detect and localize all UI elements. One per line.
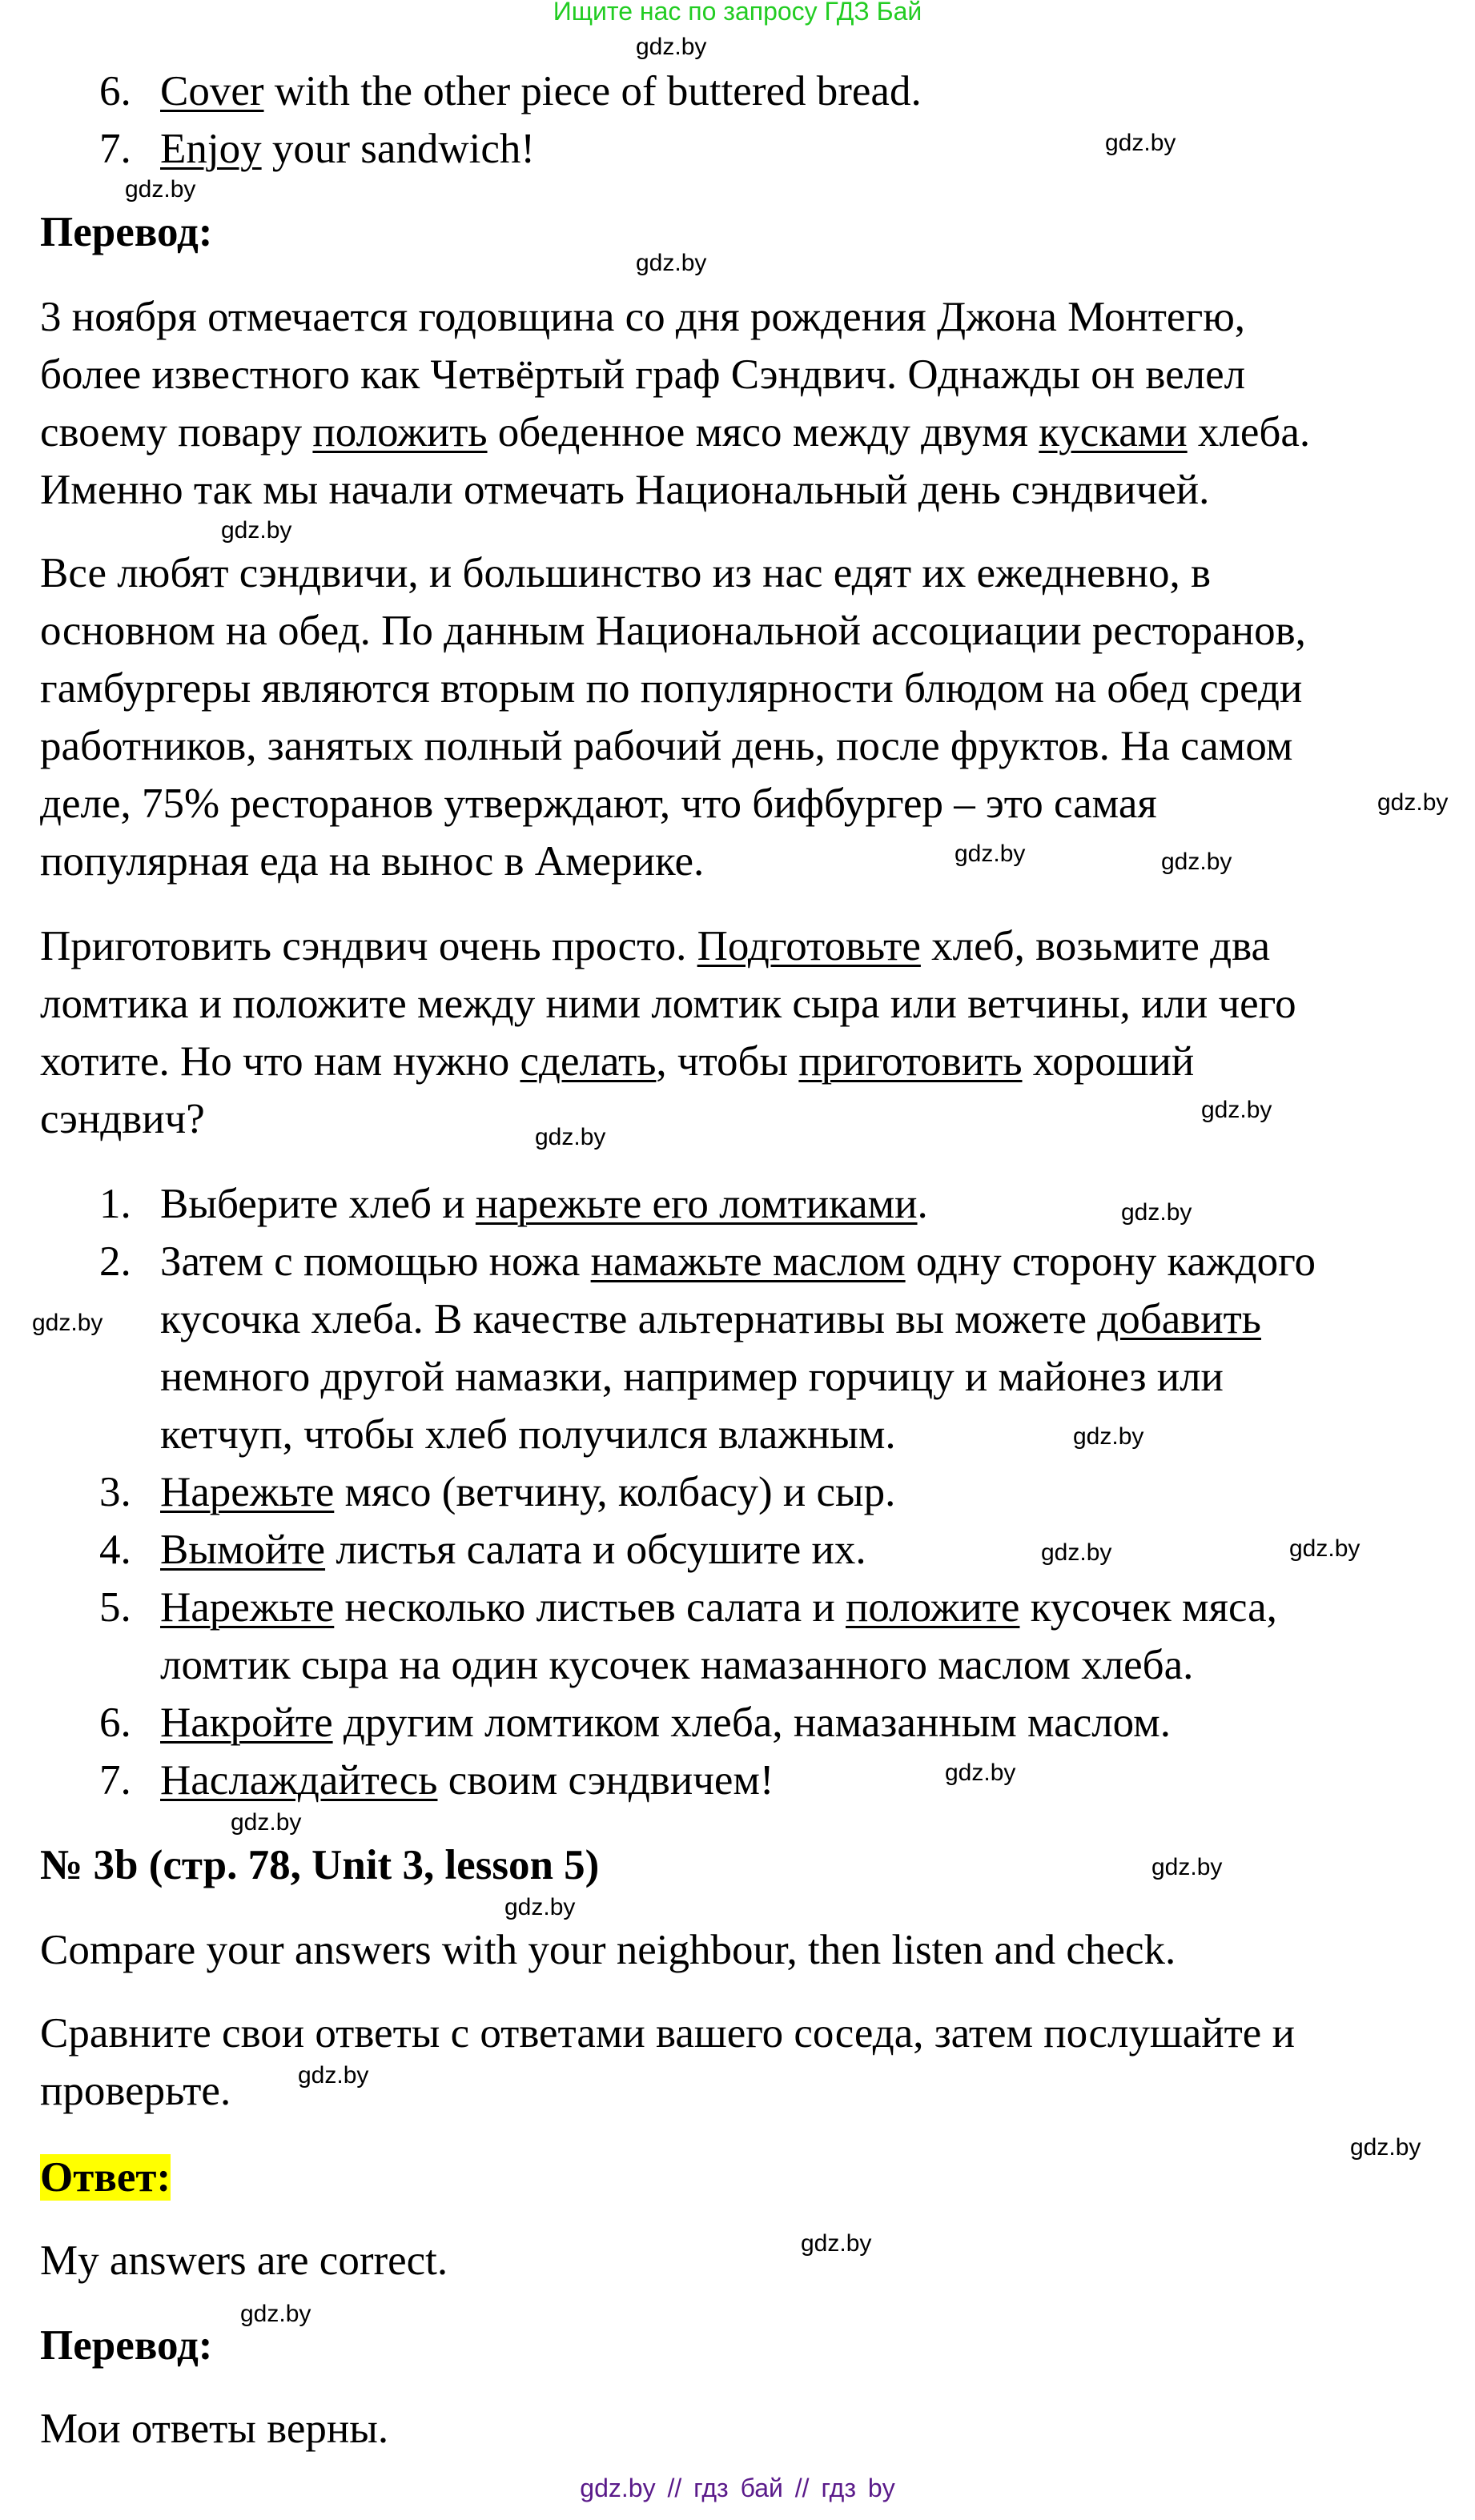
- text-segment: работников, занятых полный рабочий день, после фруктов. На самом: [40, 723, 1293, 769]
- underlined-word: Нарежьте: [160, 1584, 335, 1631]
- text-segment: листья салата и обсушите их.: [325, 1527, 866, 1573]
- text-segment: основном на обед. По данным Национальной ассоциации ресторанов,: [40, 608, 1306, 654]
- watermark: gdz.by: [1073, 1423, 1144, 1450]
- underlined-word: положите: [845, 1584, 1020, 1631]
- text-segment: .: [917, 1181, 928, 1227]
- text-line: [160, 1521, 1316, 1579]
- text-segment: ломтика и положите между ними ломтик сыра или ветчины, или чего: [40, 981, 1296, 1027]
- underlined-word: Enjoy: [160, 126, 262, 172]
- watermark: gdz.by: [221, 517, 292, 544]
- list-number: 3.: [99, 1469, 131, 1515]
- underlined-word: сделать: [520, 1038, 657, 1085]
- list-item: [40, 62, 922, 120]
- text-line: [40, 288, 1310, 346]
- text-line: [40, 833, 1306, 890]
- text-line: [40, 917, 1296, 975]
- list-number: 7.: [99, 1757, 131, 1804]
- list-item: [40, 1579, 1316, 1694]
- watermark: gdz.by: [231, 1809, 302, 1836]
- answer-highlight: Ответ:: [40, 2154, 171, 2201]
- watermark: gdz.by: [1121, 1199, 1192, 1226]
- search-banner[interactable]: Ищите нас по запросу ГДЗ Бай: [553, 0, 922, 26]
- text-line: [40, 660, 1306, 717]
- text-line: [160, 1636, 1316, 1694]
- list-number: 4.: [99, 1527, 131, 1573]
- text-segment: кусочка хлеба. В качестве альтернативы вы можете: [160, 1296, 1098, 1342]
- watermark: gdz.by: [945, 1760, 1016, 1786]
- text-line: [160, 1579, 1316, 1636]
- text-segment: ломтик сыра на один кусочек намазанного маслом хлеба.: [160, 1642, 1194, 1688]
- text-segment: немного другой намазки, например горчицу и майонез или: [160, 1354, 1224, 1400]
- answer-heading: [40, 2149, 171, 2206]
- watermark: gdz.by: [1041, 1539, 1112, 1566]
- text-line: [40, 602, 1306, 660]
- text-segment: своим сэндвичем!: [437, 1757, 774, 1804]
- text-segment: хлеб, возьмите два: [920, 923, 1270, 969]
- text-segment: популярная еда на вынос в Америке.: [40, 838, 705, 885]
- watermark: gdz.by: [240, 2301, 311, 2327]
- list-item: [40, 120, 922, 178]
- text-segment: обеденное мясо между двумя: [487, 409, 1039, 455]
- list-item: [40, 1694, 1316, 1752]
- text-segment: Затем с помощью ножа: [160, 1238, 591, 1285]
- list-item: [40, 1463, 1316, 1521]
- underlined-word: приготовить: [798, 1038, 1023, 1085]
- text-line: [40, 1090, 1296, 1148]
- steps-list: [40, 1175, 1316, 1809]
- watermark: gdz.by: [1161, 849, 1232, 875]
- text-segment: несколько листьев салата и: [334, 1584, 846, 1631]
- text-segment: 3 ноября отмечается годовщина со дня рождения Джона Монтегю,: [40, 294, 1246, 340]
- text-line: [40, 2004, 1295, 2062]
- text-line: [160, 62, 922, 120]
- text-line: [40, 1033, 1296, 1090]
- text-line: [160, 1233, 1316, 1290]
- underlined-word: положить: [312, 409, 488, 455]
- watermark: gdz.by: [504, 1894, 576, 1920]
- text-segment: проверьте.: [40, 2068, 231, 2114]
- footer-links[interactable]: gdz.by // гдз бай // гдз by: [580, 2474, 895, 2502]
- text-segment: хлеба.: [1187, 409, 1311, 455]
- translation-heading: Перевод:: [40, 209, 213, 255]
- watermark: gdz.by: [32, 1310, 103, 1336]
- text-segment: хотите. Но что нам нужно: [40, 1038, 520, 1085]
- text-segment: Приготовить сэндвич очень просто.: [40, 923, 697, 969]
- watermark: gdz.by: [298, 2062, 369, 2089]
- list-number: 7.: [99, 126, 131, 172]
- list-number: 6.: [99, 68, 131, 114]
- text-line: [160, 120, 922, 178]
- answer-text: My answers are correct.: [40, 2237, 448, 2284]
- text-line: [40, 461, 1310, 519]
- text-segment: Выберите хлеб и: [160, 1181, 476, 1227]
- watermark: gdz.by: [535, 1124, 606, 1150]
- paragraph-3: [40, 917, 1296, 1148]
- exercise-heading: № 3b (стр. 78, Unit 3, lesson 5): [40, 1842, 600, 1888]
- text-line: [160, 1348, 1316, 1406]
- watermark: gdz.by: [1151, 1854, 1223, 1880]
- list-number: 5.: [99, 1584, 131, 1631]
- watermark: gdz.by: [636, 34, 707, 60]
- text-line: [160, 1752, 1316, 1809]
- watermark: gdz.by: [801, 2230, 872, 2257]
- text-segment: your sandwich!: [261, 126, 536, 172]
- text-line: [40, 717, 1306, 775]
- text-segment: мясо (ветчину, колбасу) и сыр.: [334, 1469, 896, 1515]
- text-segment: более известного как Четвёртый граф Сэндвич. Однажды он велел: [40, 351, 1246, 398]
- text-line: [40, 346, 1310, 403]
- text-line: [160, 1463, 1316, 1521]
- watermark: gdz.by: [636, 250, 707, 276]
- watermark: gdz.by: [1105, 130, 1176, 156]
- text-segment: своему повару: [40, 409, 313, 455]
- watermark: gdz.by: [1377, 789, 1449, 816]
- list-number: 1.: [99, 1181, 131, 1227]
- list-item: [40, 1752, 1316, 1809]
- list-item: [40, 1521, 1316, 1579]
- underlined-word: Наслаждайтесь: [160, 1757, 438, 1804]
- top-list: [40, 62, 922, 178]
- list-number: 2.: [99, 1238, 131, 1285]
- text-segment: with the other piece of buttered bread.: [263, 68, 922, 114]
- text-line: [40, 403, 1310, 461]
- underlined-word: нарежьте его ломтиками: [475, 1181, 918, 1227]
- watermark: gdz.by: [1201, 1097, 1272, 1123]
- underlined-word: Подготовьте: [697, 923, 921, 969]
- text-segment: , чтобы: [656, 1038, 799, 1085]
- text-segment: сэндвич?: [40, 1096, 205, 1142]
- underlined-word: Накройте: [160, 1699, 333, 1746]
- text-segment: кетчуп, чтобы хлеб получился влажным.: [160, 1411, 896, 1458]
- text-segment: хороший: [1022, 1038, 1195, 1085]
- text-segment: другим ломтиком хлеба, намазанным маслом.: [332, 1699, 1171, 1746]
- watermark: gdz.by: [1350, 2134, 1421, 2161]
- underlined-word: намажьте маслом: [590, 1238, 906, 1285]
- text-segment: Все любят сэндвичи, и большинство из нас едят их ежедневно, в: [40, 550, 1212, 596]
- text-line: [160, 1290, 1316, 1348]
- text-segment: Сравните свои ответы с ответами вашего соседа, затем послушайте и: [40, 2010, 1295, 2057]
- text-segment: одну сторону каждого: [905, 1238, 1316, 1285]
- text-segment: деле, 75% ресторанов утверждают, что бифбургер – это самая: [40, 780, 1157, 827]
- text-segment: гамбургеры являются вторым по популярности блюдом на обед среди: [40, 665, 1303, 712]
- list-number: 6.: [99, 1699, 131, 1746]
- task-english: Compare your answers with your neighbour, then listen and check.: [40, 1927, 1176, 1973]
- underlined-word: Нарежьте: [160, 1469, 335, 1515]
- answer-translation-heading: Перевод:: [40, 2322, 213, 2369]
- text-line: [40, 775, 1306, 833]
- text-line: [40, 544, 1306, 602]
- text-line: [40, 2062, 1295, 2120]
- underlined-word: Вымойте: [160, 1527, 326, 1573]
- underlined-word: Cover: [160, 68, 264, 114]
- paragraph-2: [40, 544, 1306, 890]
- paragraph-1: [40, 288, 1310, 519]
- watermark: gdz.by: [1289, 1535, 1360, 1562]
- watermark: gdz.by: [125, 176, 196, 203]
- text-line: [40, 975, 1296, 1033]
- text-segment: Именно так мы начали отмечать Национальный день сэндвичей.: [40, 467, 1210, 513]
- watermark: gdz.by: [955, 841, 1026, 867]
- underlined-word: кусками: [1039, 409, 1188, 455]
- answer-translation: Мои ответы верны.: [40, 2406, 389, 2452]
- text-segment: кусочек мяса,: [1019, 1584, 1277, 1631]
- task-russian: [40, 2004, 1295, 2120]
- text-line: [160, 1694, 1316, 1752]
- underlined-word: добавить: [1097, 1296, 1261, 1342]
